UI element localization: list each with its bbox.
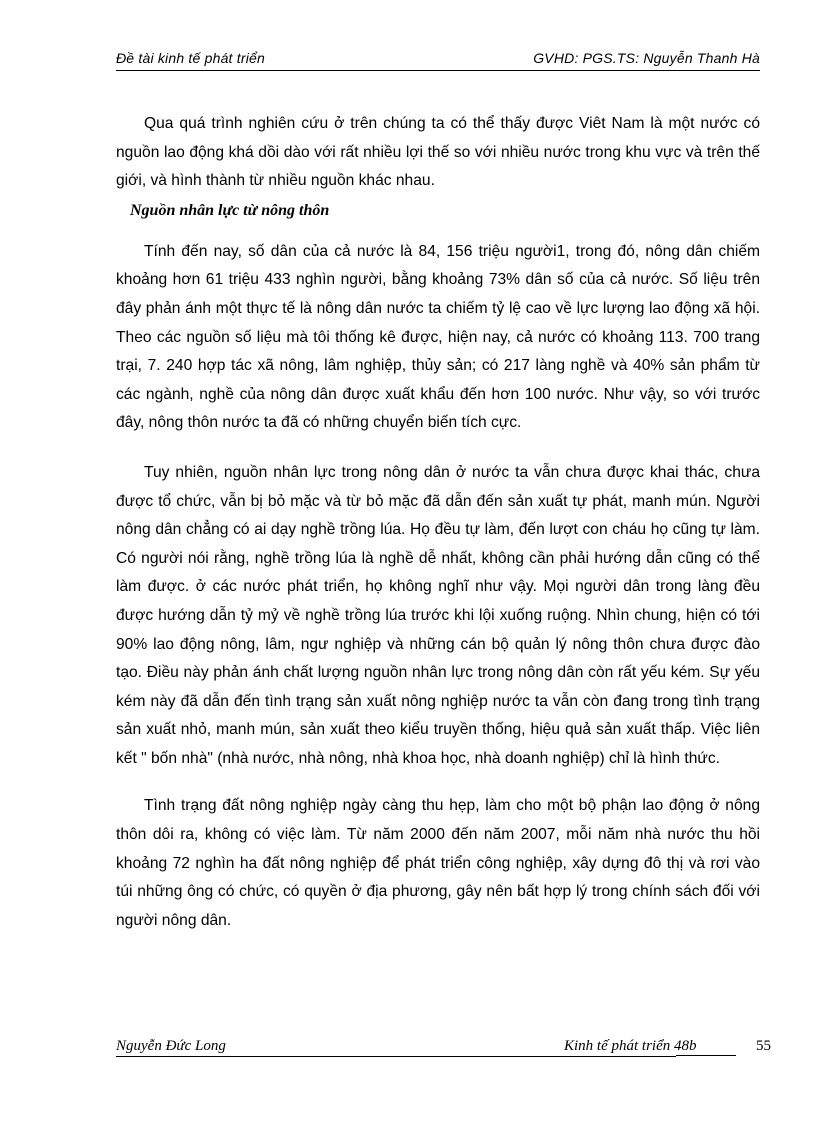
- page-header: [116, 48, 760, 71]
- paragraph-intro: Qua quá trình nghiên cứu ở trên chúng ta có thể thấy được Viêt Nam là một nước có nguồn lao động khá dồi dào với rất nhiều lợi thế so với nhiều nước trong khu vực và trên thế giới, và hình thành từ nhiều nguồn khác nhau.: [116, 115, 760, 190]
- page-footer: [116, 1036, 776, 1060]
- paragraph-population: Tính đến nay, số dân của cả nước là 84, 156 triệu người1, trong đó, nông dân chiếm khoảng hơn 61 triệu 433 nghìn người, bằng khoảng 73% dân số của cả nước. Số liệu trên đây phản ánh một thực tế là nông dân nước ta chiếm tỷ lệ cao về lực lượng lao động xã hội. Theo các nguồn số liệu mà tôi thống kê được, hiện nay, cả nước có khoảng 113. 700 trang trại, 7. 240 hợp tác xã nông, lâm nghiệp, thủy sản; có 217 làng nghề và 40% sản phẩm từ các ngành, nghề của nông dân được xuất khẩu đến hơn 100 nước. Như vậy, so với trước đây, nông thôn nước ta đã có những chuyển biến tích cực.: [116, 242, 760, 432]
- footer-author: Nguyễn Đức Long: [116, 1038, 226, 1054]
- page-number: 55: [756, 1038, 771, 1054]
- footer-department: Kinh tế phát triển 48b: [564, 1038, 697, 1054]
- footer-rule: [676, 1055, 736, 1056]
- paragraph-land: Tình trạng đất nông nghiệp ngày càng thu hẹp, làm cho một bộ phận lao động ở nông thôn dôi ra, không có việc làm. Từ năm 2000 đến năm 2007, mỗi năm nhà nước thu hồi khoảng 72 nghìn ha đất nông nghiệp để phát triển công nghiệp, xây dựng đô thị và rơi vào túi những ông có chức, có quyền ở địa phương, gây nên bất hợp lý trong chính sách đối với người nông dân.: [116, 797, 760, 929]
- document-body: [116, 110, 760, 935]
- section-heading: Nguồn nhân lực từ nông thôn: [130, 201, 330, 219]
- paragraph-quality: Tuy nhiên, nguồn nhân lực trong nông dân ở nước ta vẫn chưa được khai thác, chưa được tổ chức, vẫn bị bỏ mặc và từ bỏ mặc đã dẫn đến sản xuất tự phát, manh mún. Người nông dân chẳng có ai dạy nghề trồng lúa. Họ đều tự làm, đến lượt con cháu họ cũng tự làm. Có người nói rằng, nghề trồng lúa là nghề dễ nhất, không cần phải hướng dẫn cũng có thể làm được. ở các nước phát triển, họ không nghĩ như vậy. Mọi người dân trong làng đều được hướng dẫn tỷ mỷ về nghề trồng lúa trước khi lội xuống ruộng. Nhìn chung, hiện có tới 90% lao động nông, lâm, ngư nghiệp và những cán bộ quản lý nông thôn chưa được đào tạo. Điều này phản ánh chất lượng nguồn nhân lực trong nông dân còn rất yếu kém. Sự yếu kém này đã dẫn đến tình trạng sản xuất nông nghiệp nước ta vẫn còn đang trong tình trạng sản xuất nhỏ, manh mún, sản xuất theo kiểu truyền thống, hiệu quả sản xuất thấp. Việc liên kết " bốn nhà" (nhà nước, nhà nông, nhà khoa học, nhà doanh nghiệp) chỉ là hình thức.: [116, 463, 760, 767]
- header-supervisor: GVHD: PGS.TS: Nguyễn Thanh Hà: [533, 50, 760, 66]
- header-topic: Đề tài kinh tế phát triển: [116, 50, 265, 66]
